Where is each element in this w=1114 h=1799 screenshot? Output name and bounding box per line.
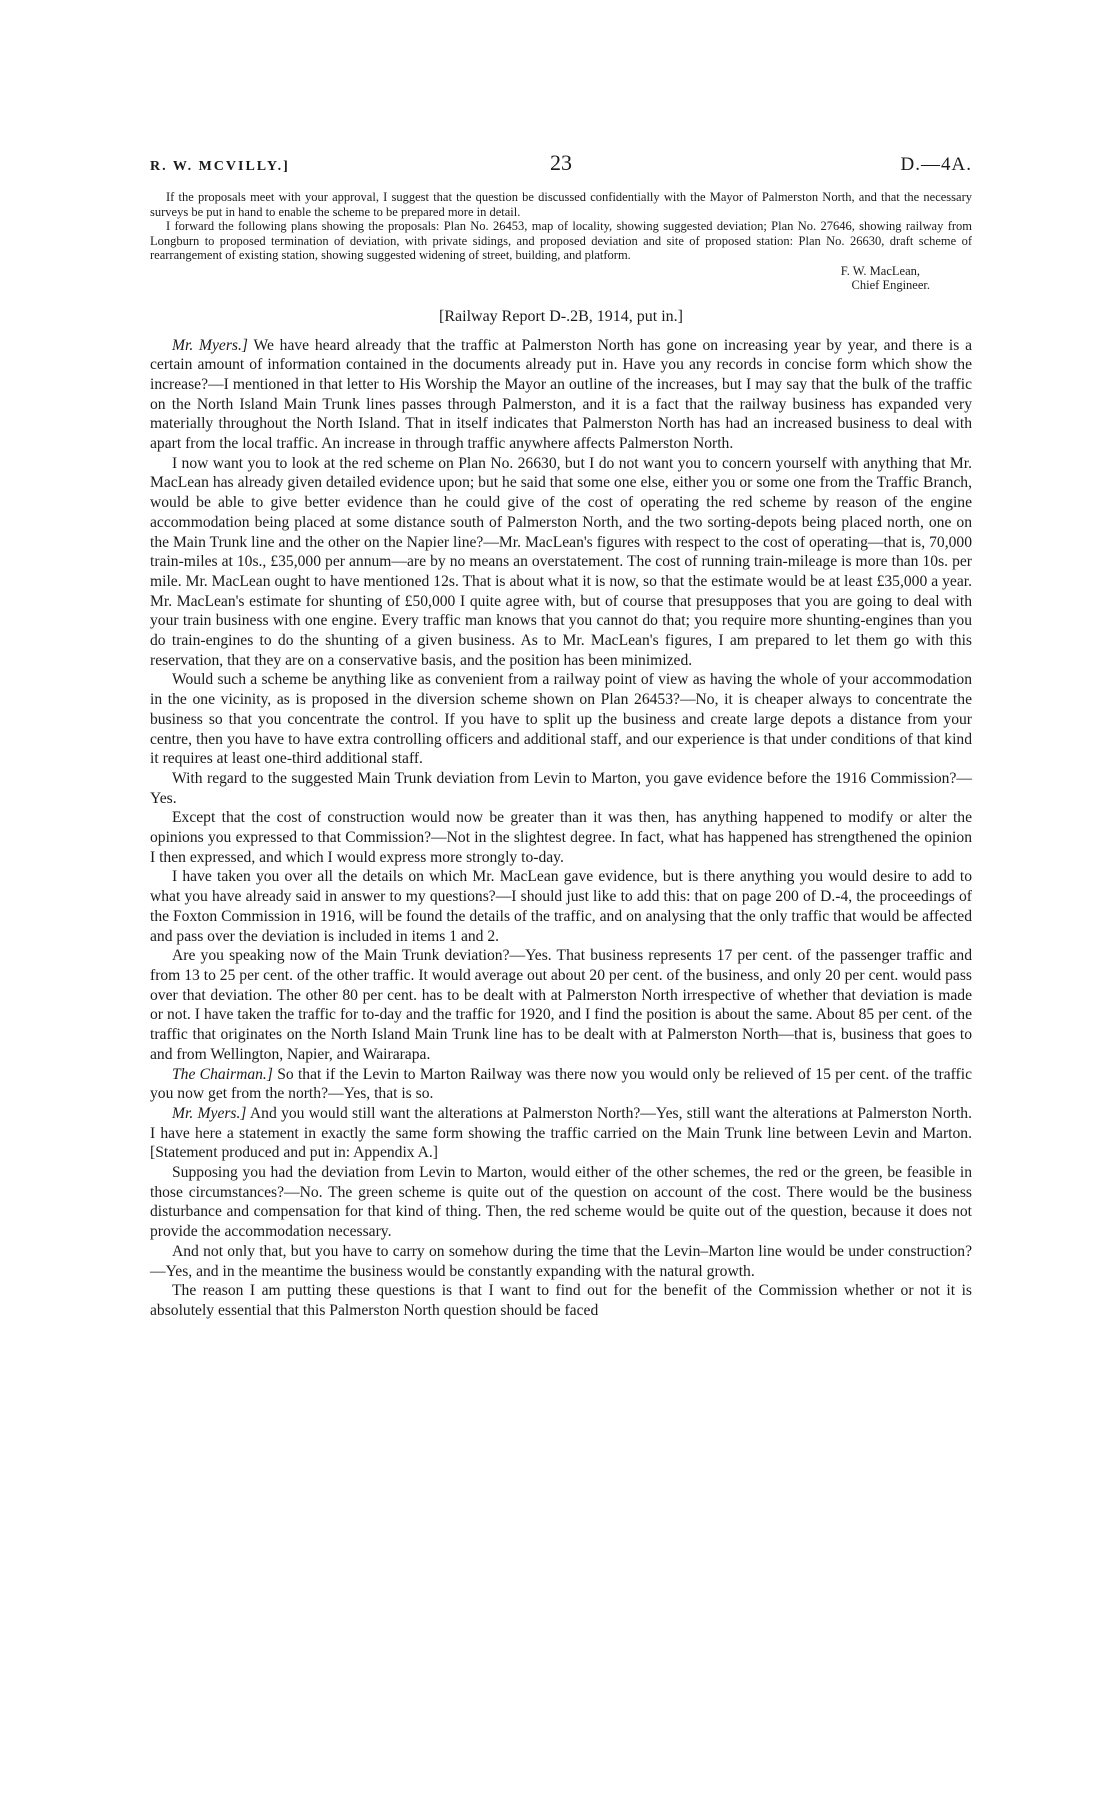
transcript-paragraph (150, 867, 972, 946)
paragraph-text: And not only that, but you have to carry on somehow during the time that the Levin–Marton line would be under construction?—Yes, and in the meantime the business would be constantly expanding with the natural growth. (150, 1242, 972, 1280)
quoted-letter (150, 190, 972, 293)
transcript-paragraph (150, 336, 972, 454)
transcript-paragraph (150, 946, 972, 1064)
transcript-paragraph (150, 454, 972, 671)
letter-paragraph: I forward the following plans showing the proposals: Plan No. 26453, map of locality, showing suggested deviation; Plan No. 27646, showing railway from Longburn to proposed termination of deviation, with private sidings, and proposed deviation and site of proposed station: Plan No. 26630, draft scheme of rearrangement of existing station, showing suggested widening of street, building, and platform. (150, 219, 972, 262)
document-reference: D.—4A. (900, 154, 972, 175)
letter-paragraph: If the proposals meet with your approval, I suggest that the question be discussed confidentially with the Mayor of Palmerston North, and that the necessary surveys be put in hand to enable the scheme to be prepared more in detail. (150, 190, 972, 219)
paragraph-text: And you would still want the alterations at Palmerston North?—Yes, still want the alterations at Palmerston North. I have here a statement in exactly the same form showing the traffic carried on the Main Trunk line between Levin and Marton. [Statement produced and put in: Appendix A.] (150, 1104, 972, 1162)
page-number: 23 (550, 150, 572, 175)
paragraph-text: With regard to the suggested Main Trunk deviation from Levin to Marton, you gave evidence before the 1916 Commission?—Yes. (150, 769, 972, 807)
evidence-transcript (150, 336, 972, 1321)
running-head (150, 150, 972, 190)
paragraph-text: We have heard already that the traffic at Palmerston North has gone on increasing year by year, and there is a certain amount of information contained in the documents already put in. Have you any records in concise form which show the increase?—I mentioned in that letter to His Worship the Mayor an outline of the increases, but I may say that the bulk of the traffic on the North Island Main Trunk lines passes through Palmerston, and it is a fact that the railway business has expanded very materially throughout the North Island. That in itself indicates that Palmerston North has had an increased business to deal with apart from the local traffic. An increase in through traffic anywhere affects Palmerston North. (150, 336, 972, 453)
paragraph-text: Are you speaking now of the Main Trunk deviation?—Yes. That business represents 17 per cent. of the passenger traffic and from 13 to 25 per cent. of the other traffic. It would average out about 20 per cent. of the business, and only 20 per cent. would pass over that deviation. The other 80 per cent. has to be dealt with at Palmerston North irrespective of whether that deviation is made or not. I have taken the traffic for to-day and the traffic for 1920, and I find the position is about the same. About 85 per cent. of the traffic that originates on the North Island Main Trunk line has to be dealt with at Palmerston North—that is, business that goes to and from Wellington, Napier, and Wairarapa. (150, 947, 972, 1063)
paragraph-text: Except that the cost of construction would now be greater than it was then, has anything happened to modify or alter the opinions you expressed to that Commission?—Not in the slightest degree. In fact, what has happened has strengthened the opinion I then expressed, and which I would express more strongly to-day. (150, 809, 972, 866)
speaker-label: The Chairman.] (172, 1065, 273, 1083)
transcript-paragraph (150, 1163, 972, 1242)
transcript-paragraph (150, 670, 972, 769)
speaker-label: Mr. Myers.] (172, 1104, 247, 1122)
speaker-label: Mr. Myers.] (172, 336, 248, 354)
insert-note: [Railway Report D-.2B, 1914, put in.] (439, 307, 683, 325)
signature-name: F. W. MacLean, (840, 263, 920, 278)
paragraph-text: Supposing you had the deviation from Levin to Marton, would either of the other schemes, the red or the green, be feasible in those circumstances?—No. The green scheme is quite out of the question on account of the cost. There would be the business disturbance and compensation for that kind of thing. Then, the red scheme would be quite out of the question, because it does not provide the accommodation necessary. (150, 1164, 972, 1241)
transcript-paragraph (150, 1242, 972, 1281)
paragraph-text: I have taken you over all the details on which Mr. MacLean gave evidence, but is there anything you would desire to add to what you have already said in answer to my questions?—I should just like to add this: that on page 200 of D.-4, the proceedings of the Foxton Commission in 1916, will be found the details of the traffic, and on analysing that the only traffic that would be affected and pass over the deviation is included in items 1 and 2. (150, 868, 972, 945)
transcript-paragraph (150, 769, 972, 808)
paragraph-text: I now want you to look at the red scheme on Plan No. 26630, but I do not want you to concern yourself with anything that Mr. MacLean has already given detailed evidence upon; but he said that some one else, either you or some one from the Traffic Branch, would be able to give better evidence than he could give of the cost of operating the red scheme by reason of the engine accommodation being placed at some distance south of Palmerston North, and the two sorting-depots being placed north, one on the Main Trunk line and the other on the Napier line?—Mr. MacLean's figures with respect to the cost of operating—that is, 70,000 train-miles at 10s., £35,000 per annum—are by no means an overstatement. The cost of running train-mileage is more than 10s. per mile. Mr. MacLean ought to have mentioned 12s. That is about what it is now, so that the estimate would be at least £35,000 a year. Mr. MacLean's estimate for shunting of £50,000 I quite agree with, but of course that presupposes that you are going to deal with your train business with one engine. Every traffic man knows that you cannot do that; you require more shunting-engines than you do train-engines to do the shunting of a given business. As to Mr. MacLean's figures, I am prepared to let them go with this reservation, that they are on a conservative basis, and the position has been minimized. (150, 454, 972, 669)
transcript-paragraph (150, 1104, 972, 1163)
signature-title: Chief Engineer. (851, 278, 930, 292)
paragraph-text: So that if the Levin to Marton Railway was there now you would only be relieved of 15 per cent. of the traffic you now get from the north?—Yes, that is so. (150, 1065, 972, 1103)
document-page (150, 150, 972, 1321)
transcript-paragraph (150, 808, 972, 867)
letter-signature (150, 264, 972, 293)
transcript-paragraph (150, 1281, 972, 1320)
header-witness-name: R. W. MCVILLY.] (150, 159, 290, 174)
paragraph-text: The reason I am putting these questions is that I want to find out for the benefit of the Commission whether or not it is absolutely essential that this Palmerston North question should be faced (150, 1282, 972, 1319)
transcript-paragraph (150, 1065, 972, 1104)
paragraph-text: Would such a scheme be anything like as convenient from a railway point of view as having the whole of your accommodation in the one vicinity, as is proposed in the diversion scheme shown on Plan 26453?—No, it is cheaper always to concentrate the business so that you concentrate the control. If you have to split up the business and create large depots a distance from your centre, then you have to have extra controlling officers and additional staff, and our experience is that under conditions of that kind it requires at least one-third additional staff. (150, 671, 972, 768)
